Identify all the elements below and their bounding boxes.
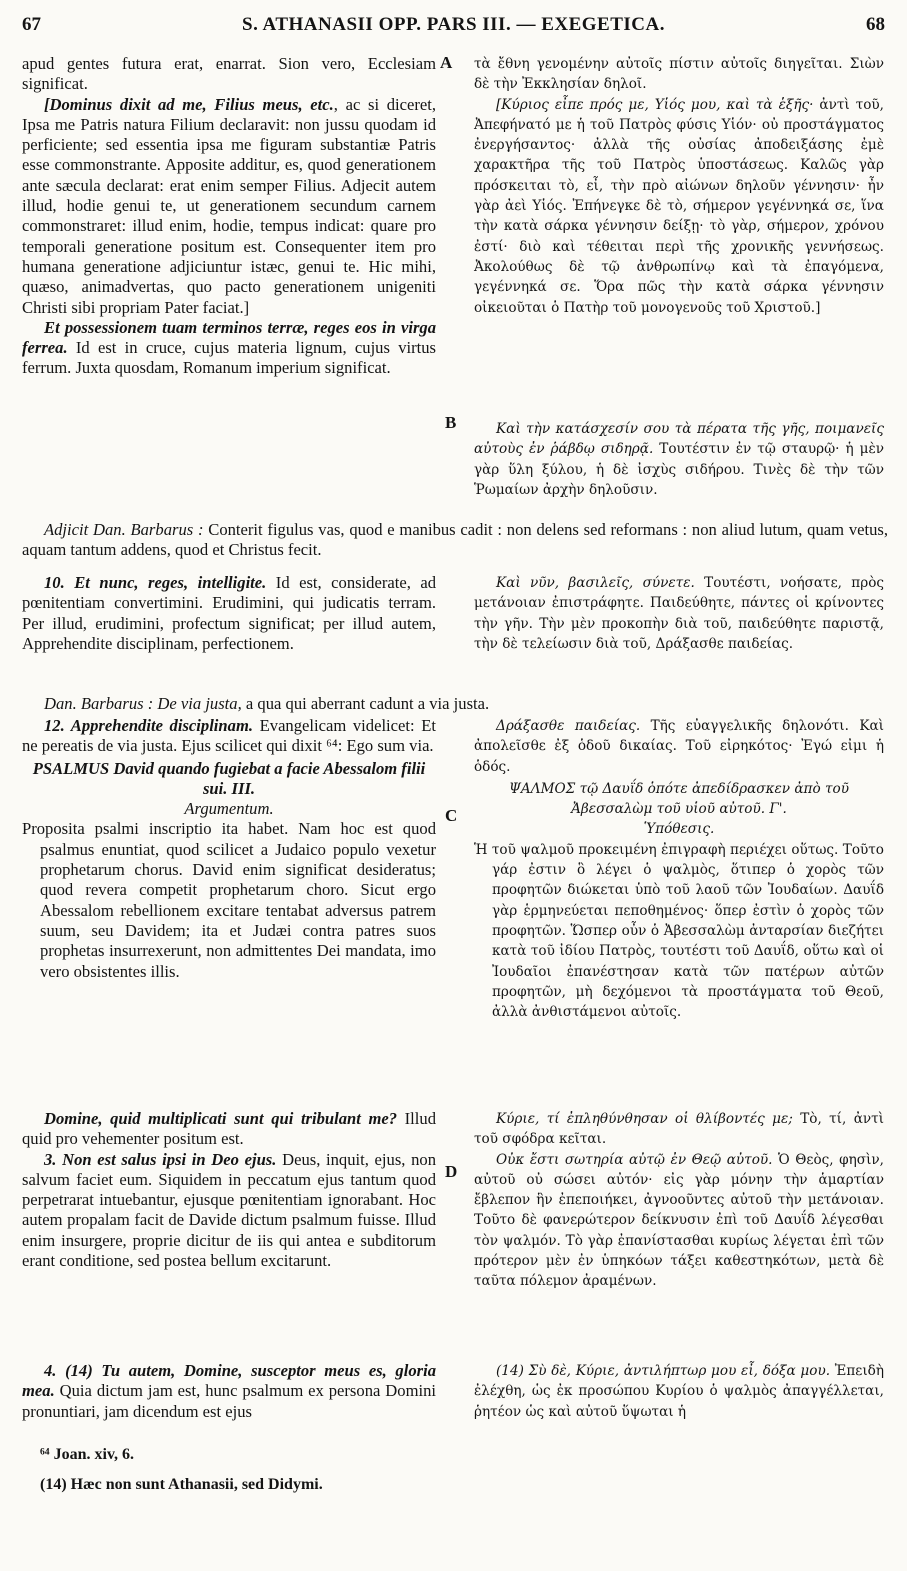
greek-para: τὰ ἔθνη γενομένην αὐτοῖς πίστιν αὐτοῖς διηγεῖται. Σιὼν δὲ τὴν Ἐκκλησίαν δηλοῖ. <box>474 56 884 93</box>
latin-block-2 <box>22 573 436 654</box>
latin-argumentum: Proposita psalmi inscriptio ita habet. Nam hoc est quod psalmus enuntiat, quod scilicet a Judaico populo vexetur prophetarum chorus. David enim significat desideratus; quod revera competit prophetarum choro. Sicut ergo Abessalom rebellionem excitare tentabat adversus patrem suum, seu Davidem; ita et Judæi contra patres suos prophetas insurrexerunt, non admittentes Dei mandata, imo vero obsistentes illis. <box>22 819 436 981</box>
latin-para: [Dominus dixit ad me, Filius meus, etc., ac si diceret, Ipsa me Patris natura Filium declaravit: non jussu quodam id perficiente; sed essentia ipsa me figuram substantiæ Patris esse commonstrante. Apposite additur, es, quod generationem ante sæcula declarat: erat enim semper Filius. Adjecit autem illud, hodie genui te, ut generationem secundum carnem commonstraret: illud enim, hodie, tempus indicat: quare pro temporali generatione positum est. Consequenter item pro humana generatione adjiciuntur istæc, genui te. Hic mihi, quæso, animadvertas, quo pacto generationem unigeniti Christi sibi propriam Pater faciat.] <box>22 94 436 317</box>
running-header <box>0 14 907 44</box>
greek-hypothesis-label: Ὑπόθεσις. <box>643 821 715 838</box>
greek-block-4 <box>474 716 884 1022</box>
barbarus-note-1: Adjicit Dan. Barbarus : Conterit figulus vas, quod e manibus cadit : non delens sed reformans : non aliud lutum, quam vetus, aquam tantum addens, quod et Christus fecit. <box>22 520 888 560</box>
page-number-left: 67 <box>22 14 41 35</box>
running-title: S. ATHANASII OPP. PARS III. — EXEGETICA. <box>242 14 665 35</box>
latin-argumentum-label: Argumentum. <box>184 799 274 819</box>
greek-para: Κύριε, τί ἐπληθύνθησαν οἱ θλίβοντές με; Τὸ, τί, ἀντὶ τοῦ σφόδρα κεῖται. <box>474 1111 884 1148</box>
latin-psalm-title: PSALMUS David quando fugiebat a facie Abessalom filii sui. III. <box>32 758 426 798</box>
latin-block-3 <box>22 716 436 982</box>
greek-para: Καὶ τὴν κατάσχεσίν σου τὰ πέρατα τῆς γῆς, ποιμανεῖς αὐτοὺς ἐν ῥάβδῳ σιδηρᾷ. Τουτέστιν ἐν τῷ σταυρῷ· ἡ μὲν γὰρ ὕλη ξύλου, ἡ δὲ ἰσχὺς σιδήρου. Τινὲς δὲ τὴν τῶν Ῥωμαίων ἀρχὴν δηλοῦσιν. <box>474 421 884 498</box>
greek-block-5 <box>474 1109 884 1292</box>
greek-block-6 <box>474 1361 884 1422</box>
greek-hypothesis: Ἡ τοῦ ψαλμοῦ προκειμένη ἐπιγραφὴ περιέχει οὕτως. Τοῦτο γάρ ἐστιν ὃ λέγει ὁ ψαλμὸς, ὅτιπερ ὁ χορὸς τῶν προφητῶν διώκεται ὑπὸ τοῦ λαοῦ τῶν Ἰουδαίων. Δαυΐδ γὰρ ἑρμηνεύεται πεποθημένος· ὅπερ ἐστὶν ὁ χορὸς τῶν προφητῶν. Ὥσπερ οὖν ὁ Ἀβεσσαλὼμ ἀνταρσίαν διεζήτει κατὰ τοῦ ἰδίου Πατρὸς, τουτέστι τοῦ Δαυΐδ, οὕτω καὶ οἱ Ἰουδαῖοι ἐπανέστησαν κατὰ τῶν πατέρων αὐτῶν προφητῶν, μὴ δεχόμενοι τὰ προστάγματα τοῦ Θεοῦ, ἀλλὰ ἀνθιστάμενοι αὐτοῖς. <box>474 841 884 1021</box>
greek-block-2 <box>474 419 884 500</box>
footnote-1: ⁶⁴ Joan. xiv, 6. <box>40 1446 135 1463</box>
latin-block-4 <box>22 1109 436 1271</box>
latin-para: 3. Non est salus ipsi in Deo ejus. Deus, inquit, ejus, non salvum faciet eum. Siquidem in peccatum ejus tantum quod perpetrarat intuebantur, ejusque pœnitentiam ignorabant. Hoc autem propalam facit de Davide dictum psalmum fuisse. Illud enim insurgere, proprie dicitur de iis qui antea e subditorum erant conditione, sed postea bellum excitarunt. <box>22 1149 437 1271</box>
margin-letter-a: A <box>440 53 453 72</box>
footnote-2: (14) Hæc non sunt Athanasii, sed Didymi. <box>40 1476 323 1493</box>
latin-block-5 <box>22 1361 436 1422</box>
greek-para: Δράξασθε παιδείας. Τῆς εὐαγγελικῆς δηλονότι. Καὶ ἀπολεῖσθε ἐξ ὁδοῦ δικαίας. Τοῦ εἰρηκότος· Ἐγώ εἰμι ἡ ὁδός. <box>474 718 884 775</box>
latin-para: 4. (14) Tu autem, Domine, susceptor meus es, gloria mea. Quia dictum jam est, hunc psalmum ex persona Domini pronuntiari, jam dicendum est ejus <box>22 1361 436 1421</box>
greek-block-1 <box>474 54 884 318</box>
page-number-right: 68 <box>866 14 885 35</box>
latin-para: apud gentes futura erat, enarrat. Sion vero, Ecclesiam significat. <box>22 54 436 94</box>
greek-psalm-title: ΨΑΛΜΟΣ τῷ Δαυΐδ ὁπότε ἀπεδίδρασκεν ἀπὸ τοῦ Ἀβεσσαλὼμ τοῦ υἱοῦ αὐτοῦ. Γ'. <box>509 780 849 818</box>
greek-para: Καὶ νῦν, βασιλεῖς, σύνετε. Τουτέστι, νοήσατε, πρὸς μετάνοιαν ἐπιστράφητε. Παιδεύθητε, πάντες οἱ κρίνοντες τὴν γῆν. Τὴν μὲν προκοπὴν διὰ τοῦ, παιδεύθητε παριστᾷ, τὴν δὲ τελείωσιν διὰ τοῦ, Δράξασθε παιδείας. <box>474 575 884 652</box>
latin-block-1 <box>22 54 436 379</box>
latin-para: Domine, quid multiplicati sunt qui tribulant me? Illud quid pro vehementer positum est. <box>22 1109 436 1149</box>
latin-para: 10. Et nunc, reges, intelligite. Id est, considerate, ad pœnitentiam convertimini. Erudimini, qui judicatis terram. Per illud, erudimini, profectum significat; per illud autem, Apprehendite disciplinam, perfectionem. <box>22 573 436 653</box>
margin-letter-d: D <box>445 1162 458 1181</box>
greek-para: (14) Σὺ δὲ, Κύριε, ἀντιλήπτωρ μου εἶ, δόξα μου. Ἐπειδὴ ἐλέχθη, ὡς ἐκ προσώπου Κυρίου ὁ ψαλμὸς ἀπαγγέλλεται, ῥητέον ὡς καὶ αὐτοῦ ὕψωται ἡ <box>474 1363 884 1420</box>
margin-letter-b: B <box>445 413 457 432</box>
greek-para: Οὐκ ἔστι σωτηρία αὐτῷ ἐν Θεῷ αὐτοῦ. Ὁ Θεὸς, φησὶν, αὐτοῦ οὐ σώσει αὐτόν· εἰς γὰρ μόνην τὴν ἁμαρτίαν ἔβλεπον ἣν ἐπεποιήκει, ἀγνοοῦντες αὐτοῦ τὴν μετάνοιαν. Τοῦτο δὲ φανερώτερον δείκνυσιν ἐπὶ τοῦ Δαυΐδ λέγεσθαι τὸν ψαλμόν. Τὸ γὰρ ἐπανίστασθαι κυρίως λέγεται ἐπὶ τῶν πρότερον μὲν ἐν ὑπηκόων τάξει καθεστηκότων, μετὰ δὲ ταῦτα πόλεμον ἀραμένων. <box>474 1151 884 1290</box>
barbarus-note-2: Dan. Barbarus : De via justa, a qua qui aberrant cadunt a via justa. <box>44 694 490 713</box>
greek-para: [Κύριος εἶπε πρός με, Υἱός μου, καὶ τὰ ἑξῆς· ἀντὶ τοῦ, Ἀπεφήνατό με ἡ τοῦ Πατρὸς φύσις Υἱόν· οὐ προστάγματος ἐνεργήσαντος· ἀλλὰ τῆς οὐσίας ἀποδειξάσης ἐμὲ χαρακτῆρα τῆς τοῦ Πατρὸς ὑποστάσεως. Καλῶς γὰρ πρόσκειται τὸ, εἶ, τὴν πρὸ αἰώνων δηλοῦν γέννησιν· ἦν γὰρ ἀεὶ Υἱός. Ἐπήνεγκε δὲ τὸ, σήμερον γεγέννηκά σε, ἵνα τὴν κατὰ σάρκα γέννησιν δείξῃ· τὸ γὰρ, σήμερον, χρόνου ἐστί· διὸ καὶ τέθειται περὶ τῆς χρονικῆς γεννήσεως. Ἀκολούθως δὲ τῷ ἀνθρωπίνῳ καὶ τὰ ἐπαγόμενα, γεγέννηκά σε. Ὅρα πῶς τὴν κατὰ σάρκα γέννησιν οἰκειοῦται ὁ Πατὴρ τοῦ μονογενοῦς τοῦ Χριστοῦ.] <box>474 96 884 316</box>
greek-block-3 <box>474 573 884 654</box>
margin-letter-c: C <box>445 806 458 825</box>
latin-para: 12. Apprehendite disciplinam. Evangelicam videlicet: Et ne pereatis de via justa. Ejus scilicet qui dixit ⁶⁴: Ego sum via. <box>22 716 436 756</box>
latin-para: Et possessionem tuam terminos terræ, reges eos in virga ferrea. Id est in cruce, cujus materia lignum, cujus virtus ferrum. Juxta quosdam, Romanum imperium significat. <box>22 317 436 378</box>
